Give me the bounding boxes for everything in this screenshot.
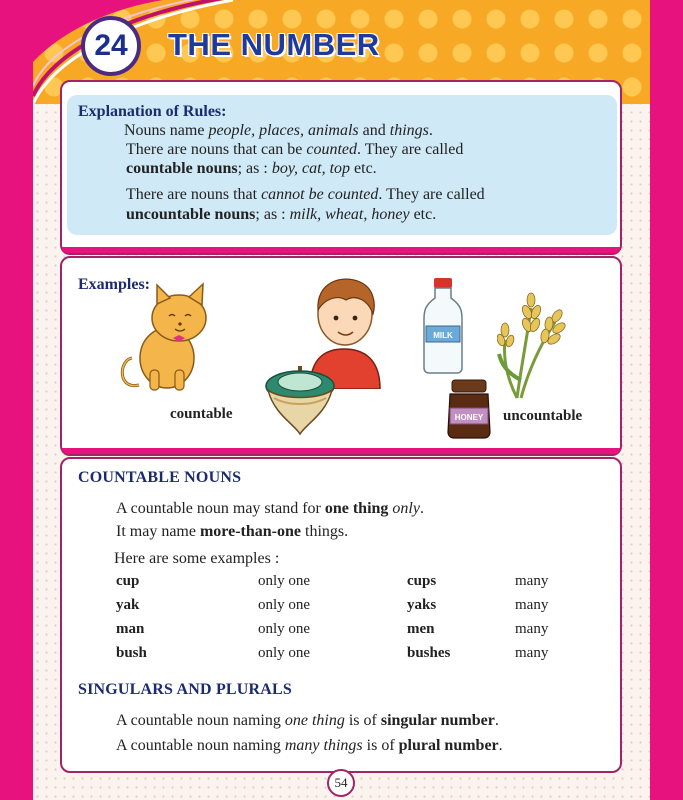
table-cell-many: many — [515, 597, 549, 613]
card-divider — [62, 448, 620, 454]
table-cell-many: many — [515, 621, 549, 637]
table-cell-singular: man — [116, 621, 145, 637]
explanation-card — [60, 80, 622, 255]
explanation-line-5: uncountable nouns; as : milk, wheat, honey etc. — [126, 206, 437, 223]
chapter-title: THE NUMBER — [168, 27, 380, 62]
table-cell-singular: cup — [116, 573, 140, 589]
countable-nouns-heading: COUNTABLE NOUNS — [78, 469, 242, 486]
table-cell-singular: bush — [116, 645, 147, 661]
table-cell-one: only one — [258, 645, 311, 661]
examples-heading: Examples: — [78, 276, 150, 293]
singulars-plurals-heading: SINGULARS AND PLURALS — [78, 681, 293, 698]
explanation-heading: Explanation of Rules: — [78, 103, 227, 120]
countable-line-2: It may name more-than-one things. — [116, 523, 349, 540]
countable-nouns-card — [60, 457, 622, 773]
honey-jar-illustration — [446, 378, 492, 440]
svg-text:MILK: MILK — [433, 331, 453, 340]
explanation-line-2: There are nouns that can be counted. They are called — [126, 141, 464, 158]
explanation-box — [67, 95, 617, 235]
table-cell-one: only one — [258, 621, 311, 637]
spinning-top-illustration — [264, 364, 336, 436]
svg-text:HONEY: HONEY — [454, 413, 484, 422]
table-cell-singular: yak — [116, 597, 140, 613]
page — [33, 0, 650, 800]
singular-rule-line: A countable noun naming one thing is of singular number. — [116, 712, 499, 729]
card-divider — [62, 247, 620, 253]
uncountable-label: uncountable — [503, 408, 583, 424]
countable-line-1: A countable noun may stand for one thing only. — [116, 500, 424, 517]
page-number: 54 — [327, 769, 355, 797]
wheat-illustration — [497, 288, 569, 400]
countable-label: countable — [170, 406, 233, 422]
table-cell-plural: bushes — [407, 645, 451, 661]
plural-rule-line: A countable noun naming many things is of plural number. — [116, 737, 503, 754]
table-cell-one: only one — [258, 597, 311, 613]
table-cell-many: many — [515, 573, 549, 589]
table-cell-many: many — [515, 645, 549, 661]
explanation-line-3: countable nouns; as : boy, cat, top etc. — [126, 160, 377, 177]
table-cell-plural: cups — [407, 573, 437, 589]
explanation-line-4: There are nouns that cannot be counted. They are called — [126, 186, 485, 203]
chapter-number: 24 — [94, 29, 128, 62]
cat-illustration — [117, 280, 217, 395]
examples-card — [60, 256, 622, 456]
table-cell-plural: men — [407, 621, 435, 637]
explanation-line-1: Nouns name people, places, animals and things. — [124, 122, 433, 139]
table-cell-plural: yaks — [407, 597, 437, 613]
milk-bottle-illustration — [422, 276, 464, 374]
table-cell-one: only one — [258, 573, 311, 589]
chapter-badge — [81, 16, 141, 76]
examples-intro: Here are some examples : — [114, 550, 280, 567]
